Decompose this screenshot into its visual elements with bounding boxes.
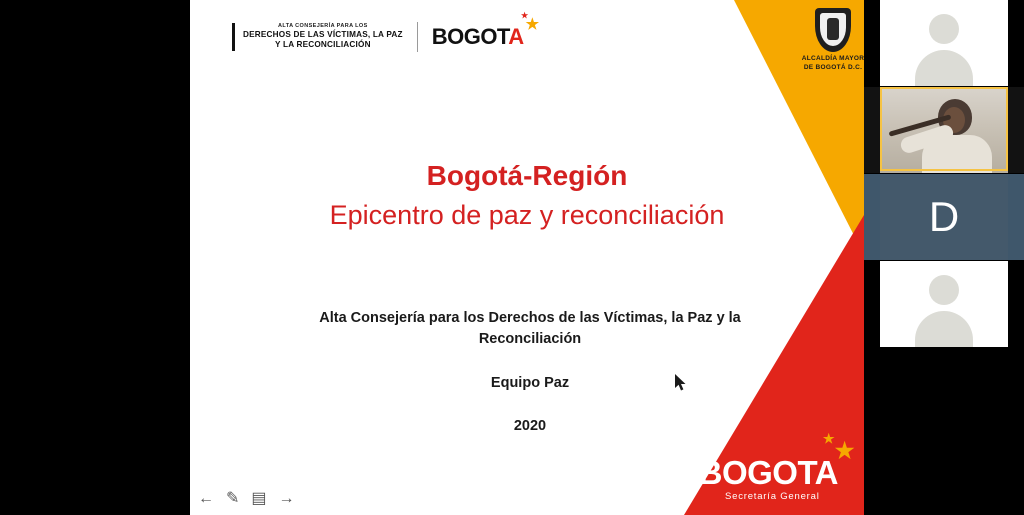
seal-caption <box>790 54 864 72</box>
next-slide-icon[interactable]: → <box>278 490 295 507</box>
pen-icon[interactable]: ✎ <box>226 490 240 507</box>
consejeria-line-3: Y LA RECONCILIACIÓN <box>275 40 371 50</box>
footer-logo-word <box>698 430 854 491</box>
slide-title: Bogotá-Región <box>426 160 628 191</box>
slide-credit-organization: Alta Consejería para los Derechos de las Víctimas, la Paz y la Reconciliación <box>319 310 741 348</box>
shared-slide <box>190 0 864 515</box>
consejeria-line-2: DERECHOS DE LAS VÍCTIMAS, LA PAZ <box>243 30 403 40</box>
avatar <box>880 261 1008 347</box>
bogota-wordmark-accent: A <box>508 24 524 49</box>
consejeria-logo-text <box>232 23 403 50</box>
slide-header-logo <box>232 11 539 52</box>
shield-icon <box>815 8 851 52</box>
participant-tile-1[interactable] <box>864 0 1024 87</box>
participant-tile-2[interactable] <box>864 87 1024 174</box>
slide-toolbar[interactable] <box>198 491 295 507</box>
logo-divider <box>417 22 418 52</box>
footer-logo-subtitle: Secretaría General <box>724 490 820 502</box>
seal-caption-line-2: DE BOGOTÁ D.C. <box>803 64 863 72</box>
seal-caption-line-1: ALCALDÍA MAYOR <box>801 55 864 62</box>
footer-logo-text: BOGOTA <box>698 453 838 491</box>
alcaldia-seal <box>790 8 864 72</box>
avatar <box>880 0 1008 86</box>
participant-tile-3[interactable] <box>864 174 1024 261</box>
star-icon-large: ★ <box>525 16 539 33</box>
star-icon-small: ★ <box>520 11 528 20</box>
star-icon-footer-large: ★ <box>834 437 854 463</box>
participant-tile-4[interactable] <box>864 261 1024 348</box>
slide-credit-year: 2020 <box>513 418 547 434</box>
slide-footer-logo <box>698 430 854 502</box>
participant-initial: D <box>928 193 960 240</box>
slide-credit-team: Equipo Paz <box>490 375 570 391</box>
bogota-wordmark-text: BOGOT <box>431 24 509 49</box>
notes-icon[interactable]: ▤ <box>251 490 267 507</box>
video-feed <box>880 87 1008 173</box>
bogota-wordmark <box>431 11 539 49</box>
previous-slide-icon[interactable]: ← <box>198 490 214 507</box>
consejeria-line-1: ALTA CONSEJERÍA PARA LOS <box>278 23 368 30</box>
participant-filmstrip <box>864 0 1024 348</box>
star-icon-footer-small: ★ <box>822 430 834 446</box>
slide-subtitle: Epicentro de paz y reconciliación <box>329 200 725 230</box>
